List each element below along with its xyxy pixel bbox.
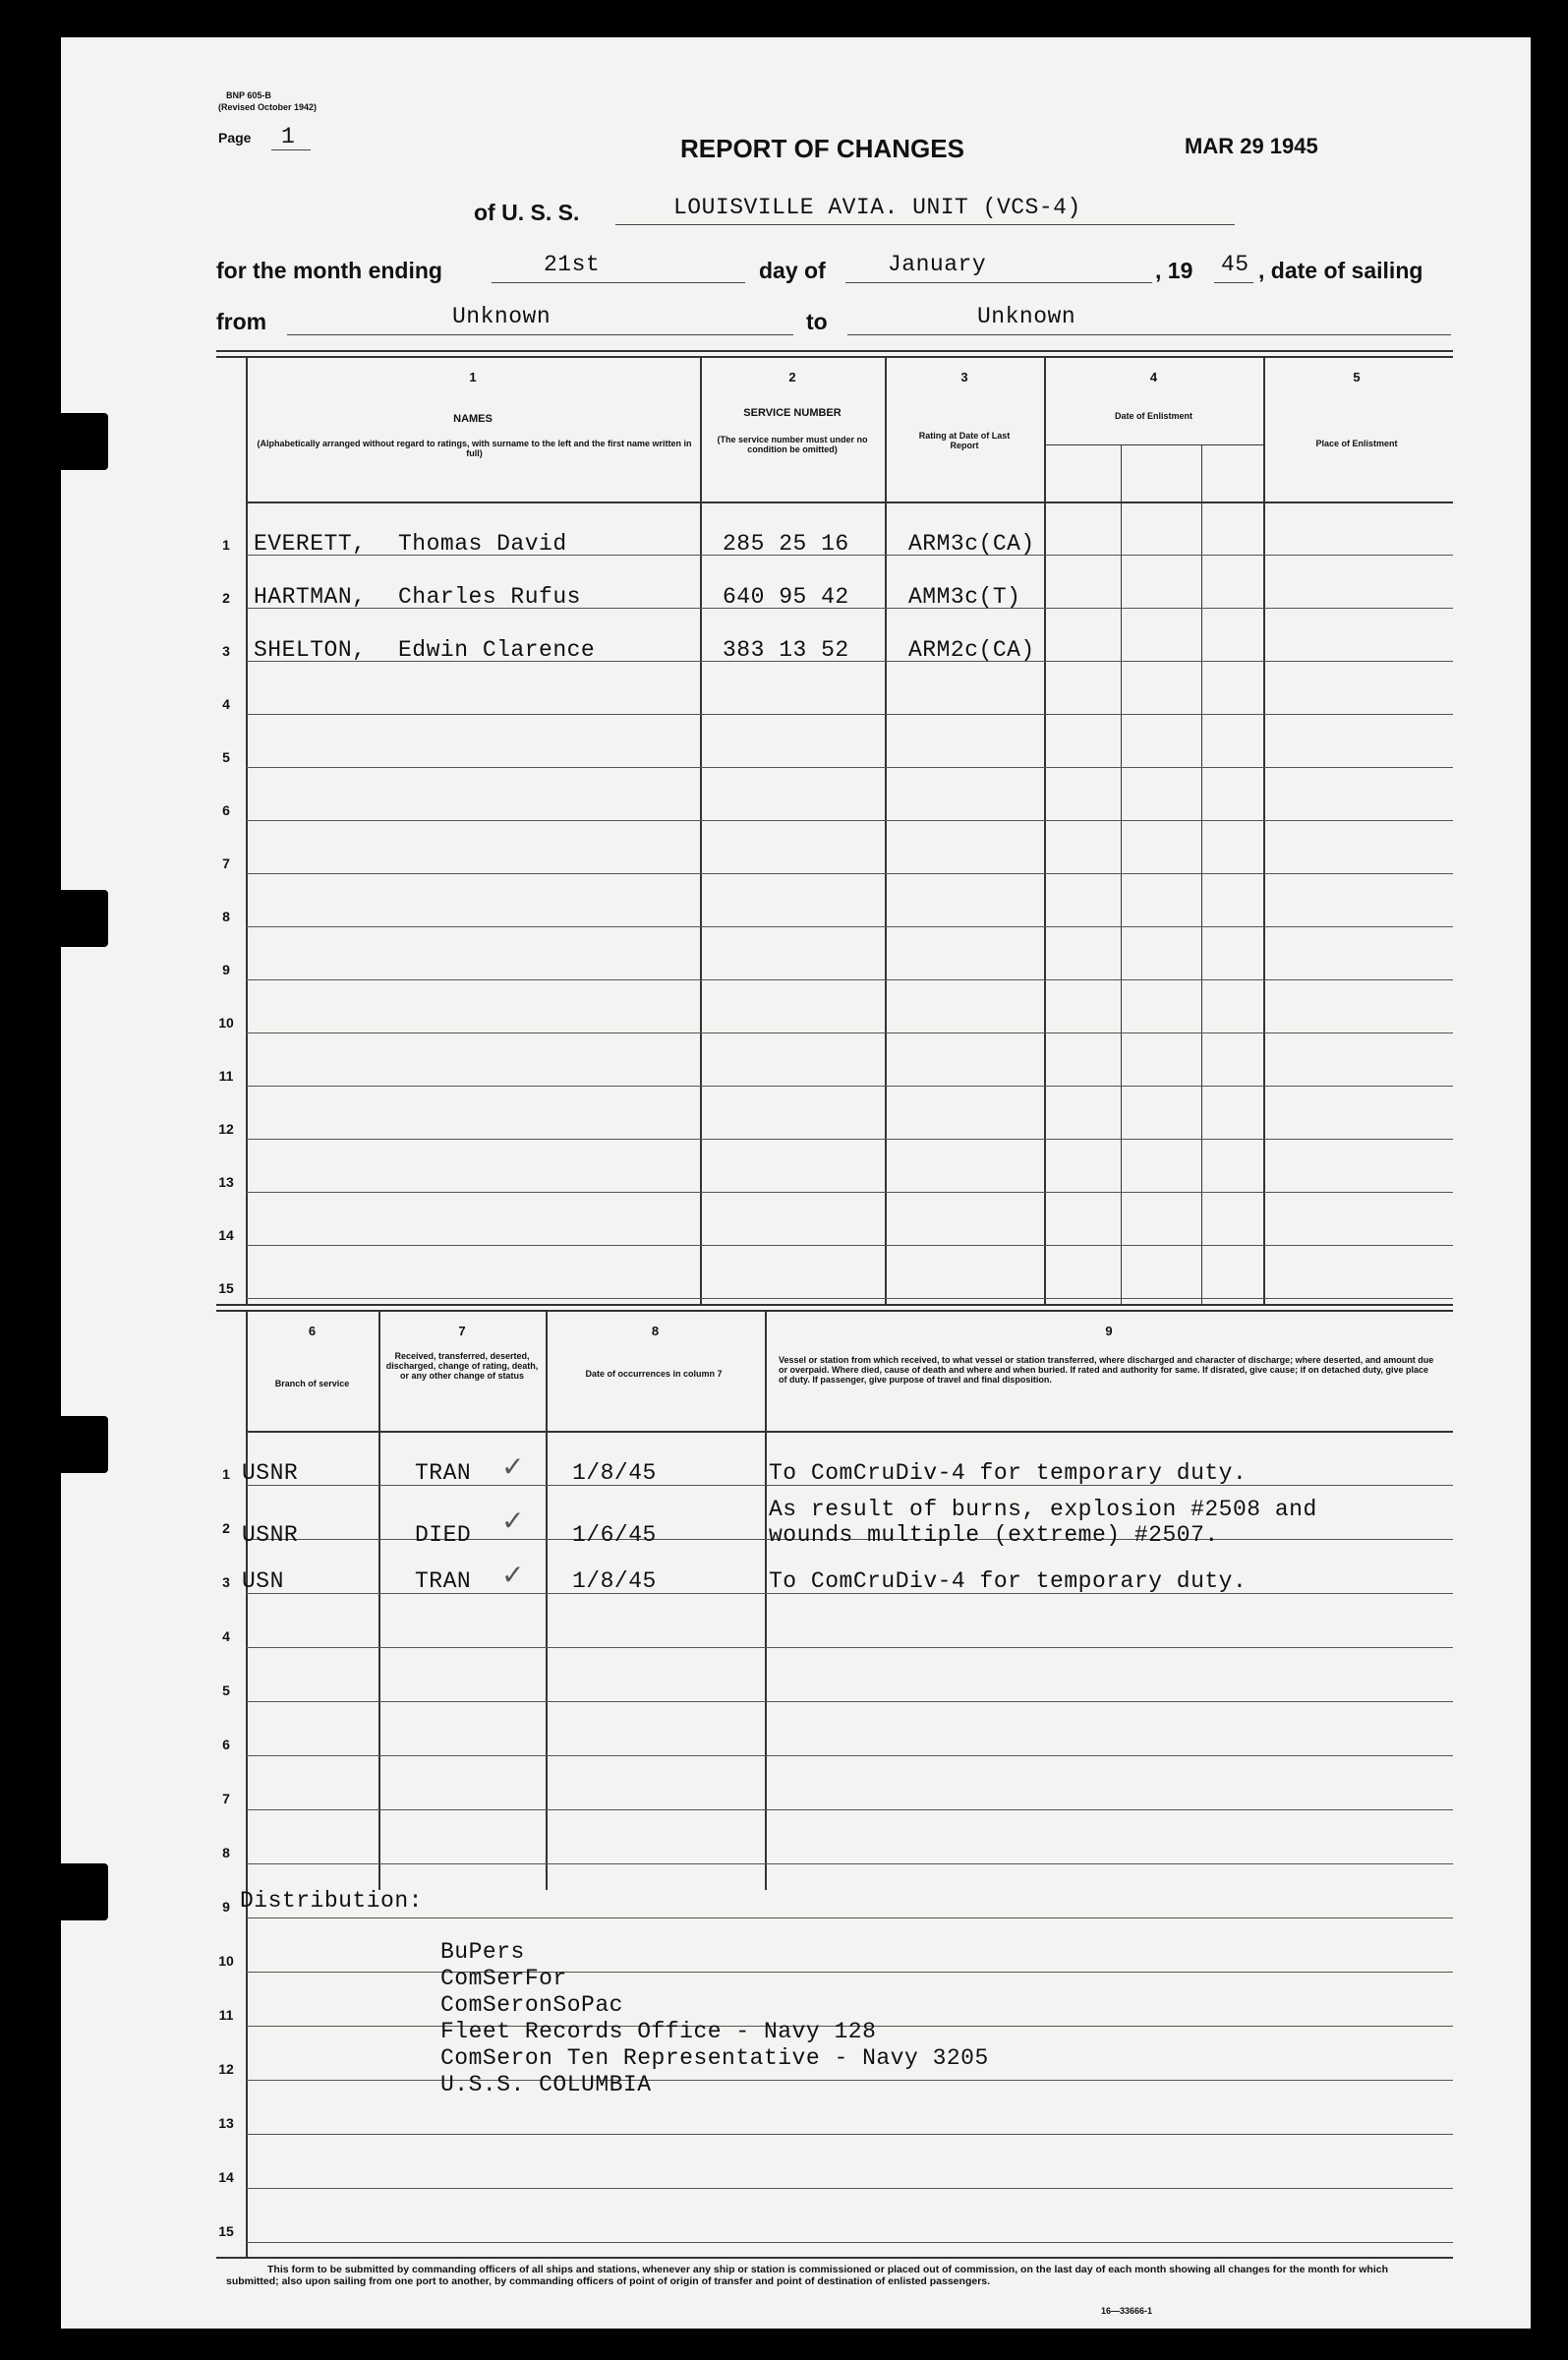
row-number: 2	[222, 590, 230, 606]
col7-title: Received, transferred, deserted, discharged, change of rating, death, or any other change of status	[385, 1351, 539, 1381]
row-number: 15	[218, 2223, 234, 2239]
rating: ARM2c(CA)	[908, 637, 1035, 663]
day-of-label: day of	[759, 258, 826, 283]
col4-title: Date of Enlistment	[1114, 411, 1192, 421]
from-value: Unknown	[452, 304, 552, 329]
status-change: DIED	[415, 1522, 472, 1548]
row-number: 10	[218, 1953, 234, 1969]
received-stamp: MAR 29 1945	[1185, 134, 1318, 158]
check-mark-icon: ✓	[501, 1561, 525, 1591]
month-value: January	[888, 252, 987, 277]
distribution-recipient: Fleet Records Office - Navy 128	[440, 2019, 877, 2044]
service-number: 285 25 16	[723, 531, 849, 557]
punch-hole	[39, 890, 108, 947]
row-number: 11	[218, 2007, 234, 2023]
status-change: TRAN	[415, 1568, 472, 1594]
person-given-name: Charles Rufus	[398, 584, 581, 610]
row-number: 12	[218, 1121, 234, 1137]
col2-title: SERVICE NUMBER	[743, 407, 842, 419]
row-number: 15	[218, 1280, 234, 1296]
row-number: 8	[222, 909, 230, 924]
person-surname: EVERETT,	[254, 531, 367, 557]
occurrence-date: 1/6/45	[572, 1522, 657, 1548]
col5-number: 5	[1353, 370, 1361, 384]
row-number: 5	[222, 1682, 230, 1698]
form-revised: (Revised October 1942)	[218, 102, 318, 112]
sailing-label: , date of sailing	[1258, 258, 1423, 283]
distribution-recipient: ComSeron Ten Representative - Navy 3205	[440, 2045, 989, 2071]
occurrence-date: 1/8/45	[572, 1568, 657, 1594]
col8-number: 8	[651, 1324, 660, 1338]
col6-number: 6	[308, 1324, 317, 1338]
row-number: 3	[222, 1574, 230, 1590]
col3-number: 3	[960, 370, 968, 384]
col7-number: 7	[458, 1324, 466, 1338]
rating: AMM3c(T)	[908, 584, 1021, 610]
punch-hole	[39, 1863, 108, 1920]
col1-note: (Alphabetically arranged without regard to ratings, with surname to the left and the first name written in full)	[257, 439, 692, 458]
row-number: 3	[222, 643, 230, 659]
col4-number: 4	[1149, 370, 1158, 384]
col9-number: 9	[1105, 1324, 1113, 1338]
col3-title: Rating at Date of Last Report	[918, 431, 1011, 450]
person-surname: SHELTON,	[254, 637, 367, 663]
print-code: 16—33666-1	[1101, 2306, 1153, 2316]
month-label: for the month ending	[216, 258, 442, 283]
status-change: TRAN	[415, 1460, 472, 1486]
from-label: from	[216, 309, 267, 334]
row-number: 5	[222, 749, 230, 765]
row-number: 12	[218, 2061, 234, 2077]
row-number: 7	[222, 1791, 230, 1806]
remarks-line: wounds multiple (extreme) #2507.	[769, 1522, 1219, 1548]
service-number: 640 95 42	[723, 584, 849, 610]
uss-label: of U. S. S.	[474, 200, 580, 225]
unit-name: LOUISVILLE AVIA. UNIT (VCS-4)	[673, 195, 1081, 220]
distribution-recipient: ComSerFor	[440, 1966, 567, 1991]
col9-title: Vessel or station from which received, to what vessel or station transferred, where discharged and character of discharge; where deserted, and amount due or overpaid. Where died, cause of death and where and when buried. If rated and authority for same. If disrated, give cause; if on detached duty, give place of duty. If passenger, give purpose of travel and final disposition.	[779, 1355, 1434, 1385]
to-value: Unknown	[977, 304, 1076, 329]
check-mark-icon: ✓	[501, 1452, 525, 1483]
branch-of-service: USNR	[242, 1522, 299, 1548]
rating: ARM3c(CA)	[908, 531, 1035, 557]
col6-title: Branch of service	[274, 1379, 350, 1388]
distribution-label: Distribution:	[240, 1888, 423, 1914]
row-number: 1	[222, 537, 230, 553]
person-surname: HARTMAN,	[254, 584, 367, 610]
col2-note: (The service number must under no condition be omitted)	[717, 435, 868, 454]
page-title: REPORT OF CHANGES	[680, 134, 964, 163]
branch-of-service: USNR	[242, 1460, 299, 1486]
distribution-recipient: U.S.S. COLUMBIA	[440, 2072, 652, 2097]
col2-number: 2	[788, 370, 796, 384]
row-number: 9	[222, 962, 230, 977]
row-number: 13	[218, 1174, 234, 1190]
year-suffix: 45	[1221, 252, 1249, 277]
person-given-name: Edwin Clarence	[398, 637, 596, 663]
row-number: 13	[218, 2115, 234, 2131]
row-number: 1	[222, 1466, 230, 1482]
service-number: 383 13 52	[723, 637, 849, 663]
row-number: 11	[218, 1068, 234, 1084]
remarks-line: As result of burns, explosion #2508 and	[769, 1497, 1317, 1522]
col8-title: Date of occurrences in column 7	[585, 1369, 723, 1379]
row-number: 8	[222, 1845, 230, 1860]
row-number: 9	[222, 1899, 230, 1915]
page-number: 1	[281, 124, 296, 149]
row-number: 6	[222, 1737, 230, 1752]
row-number: 4	[222, 1628, 230, 1644]
branch-of-service: USN	[242, 1568, 284, 1594]
remarks-line: To ComCruDiv-4 for temporary duty.	[769, 1568, 1248, 1594]
page-label: Page	[218, 130, 252, 146]
distribution-recipient: BuPers	[440, 1939, 525, 1965]
col5-title: Place of Enlistment	[1315, 439, 1398, 448]
row-number: 2	[222, 1520, 230, 1536]
check-mark-icon: ✓	[501, 1506, 525, 1537]
row-number: 14	[218, 1227, 234, 1243]
col1-number: 1	[469, 370, 477, 384]
row-number: 14	[218, 2169, 234, 2185]
footer-instructions: This form to be submitted by commanding officers of all ships and stations, whenever any ship or station is commissioned or placed out of commission, on the last day of each month showing all changes for the month for which submitted; also upon sailing from one port to another, by commanding officers of point of origin of transfer and point of destination of enlisted passengers.	[226, 2264, 1388, 2287]
row-number: 4	[222, 696, 230, 712]
to-label: to	[806, 309, 828, 334]
row-number: 7	[222, 856, 230, 871]
person-given-name: Thomas David	[398, 531, 567, 557]
row-number: 6	[222, 802, 230, 818]
occurrence-date: 1/8/45	[572, 1460, 657, 1486]
row-number: 10	[218, 1015, 234, 1031]
year-prefix: , 19	[1155, 258, 1193, 283]
punch-hole	[39, 1416, 108, 1473]
distribution-recipient: ComSeronSoPac	[440, 1992, 623, 2018]
remarks-line: To ComCruDiv-4 for temporary duty.	[769, 1460, 1248, 1486]
form-id: BNP 605-B	[226, 90, 271, 100]
day-value: 21st	[544, 252, 601, 277]
col1-title: NAMES	[453, 413, 493, 425]
punch-hole	[39, 413, 108, 470]
